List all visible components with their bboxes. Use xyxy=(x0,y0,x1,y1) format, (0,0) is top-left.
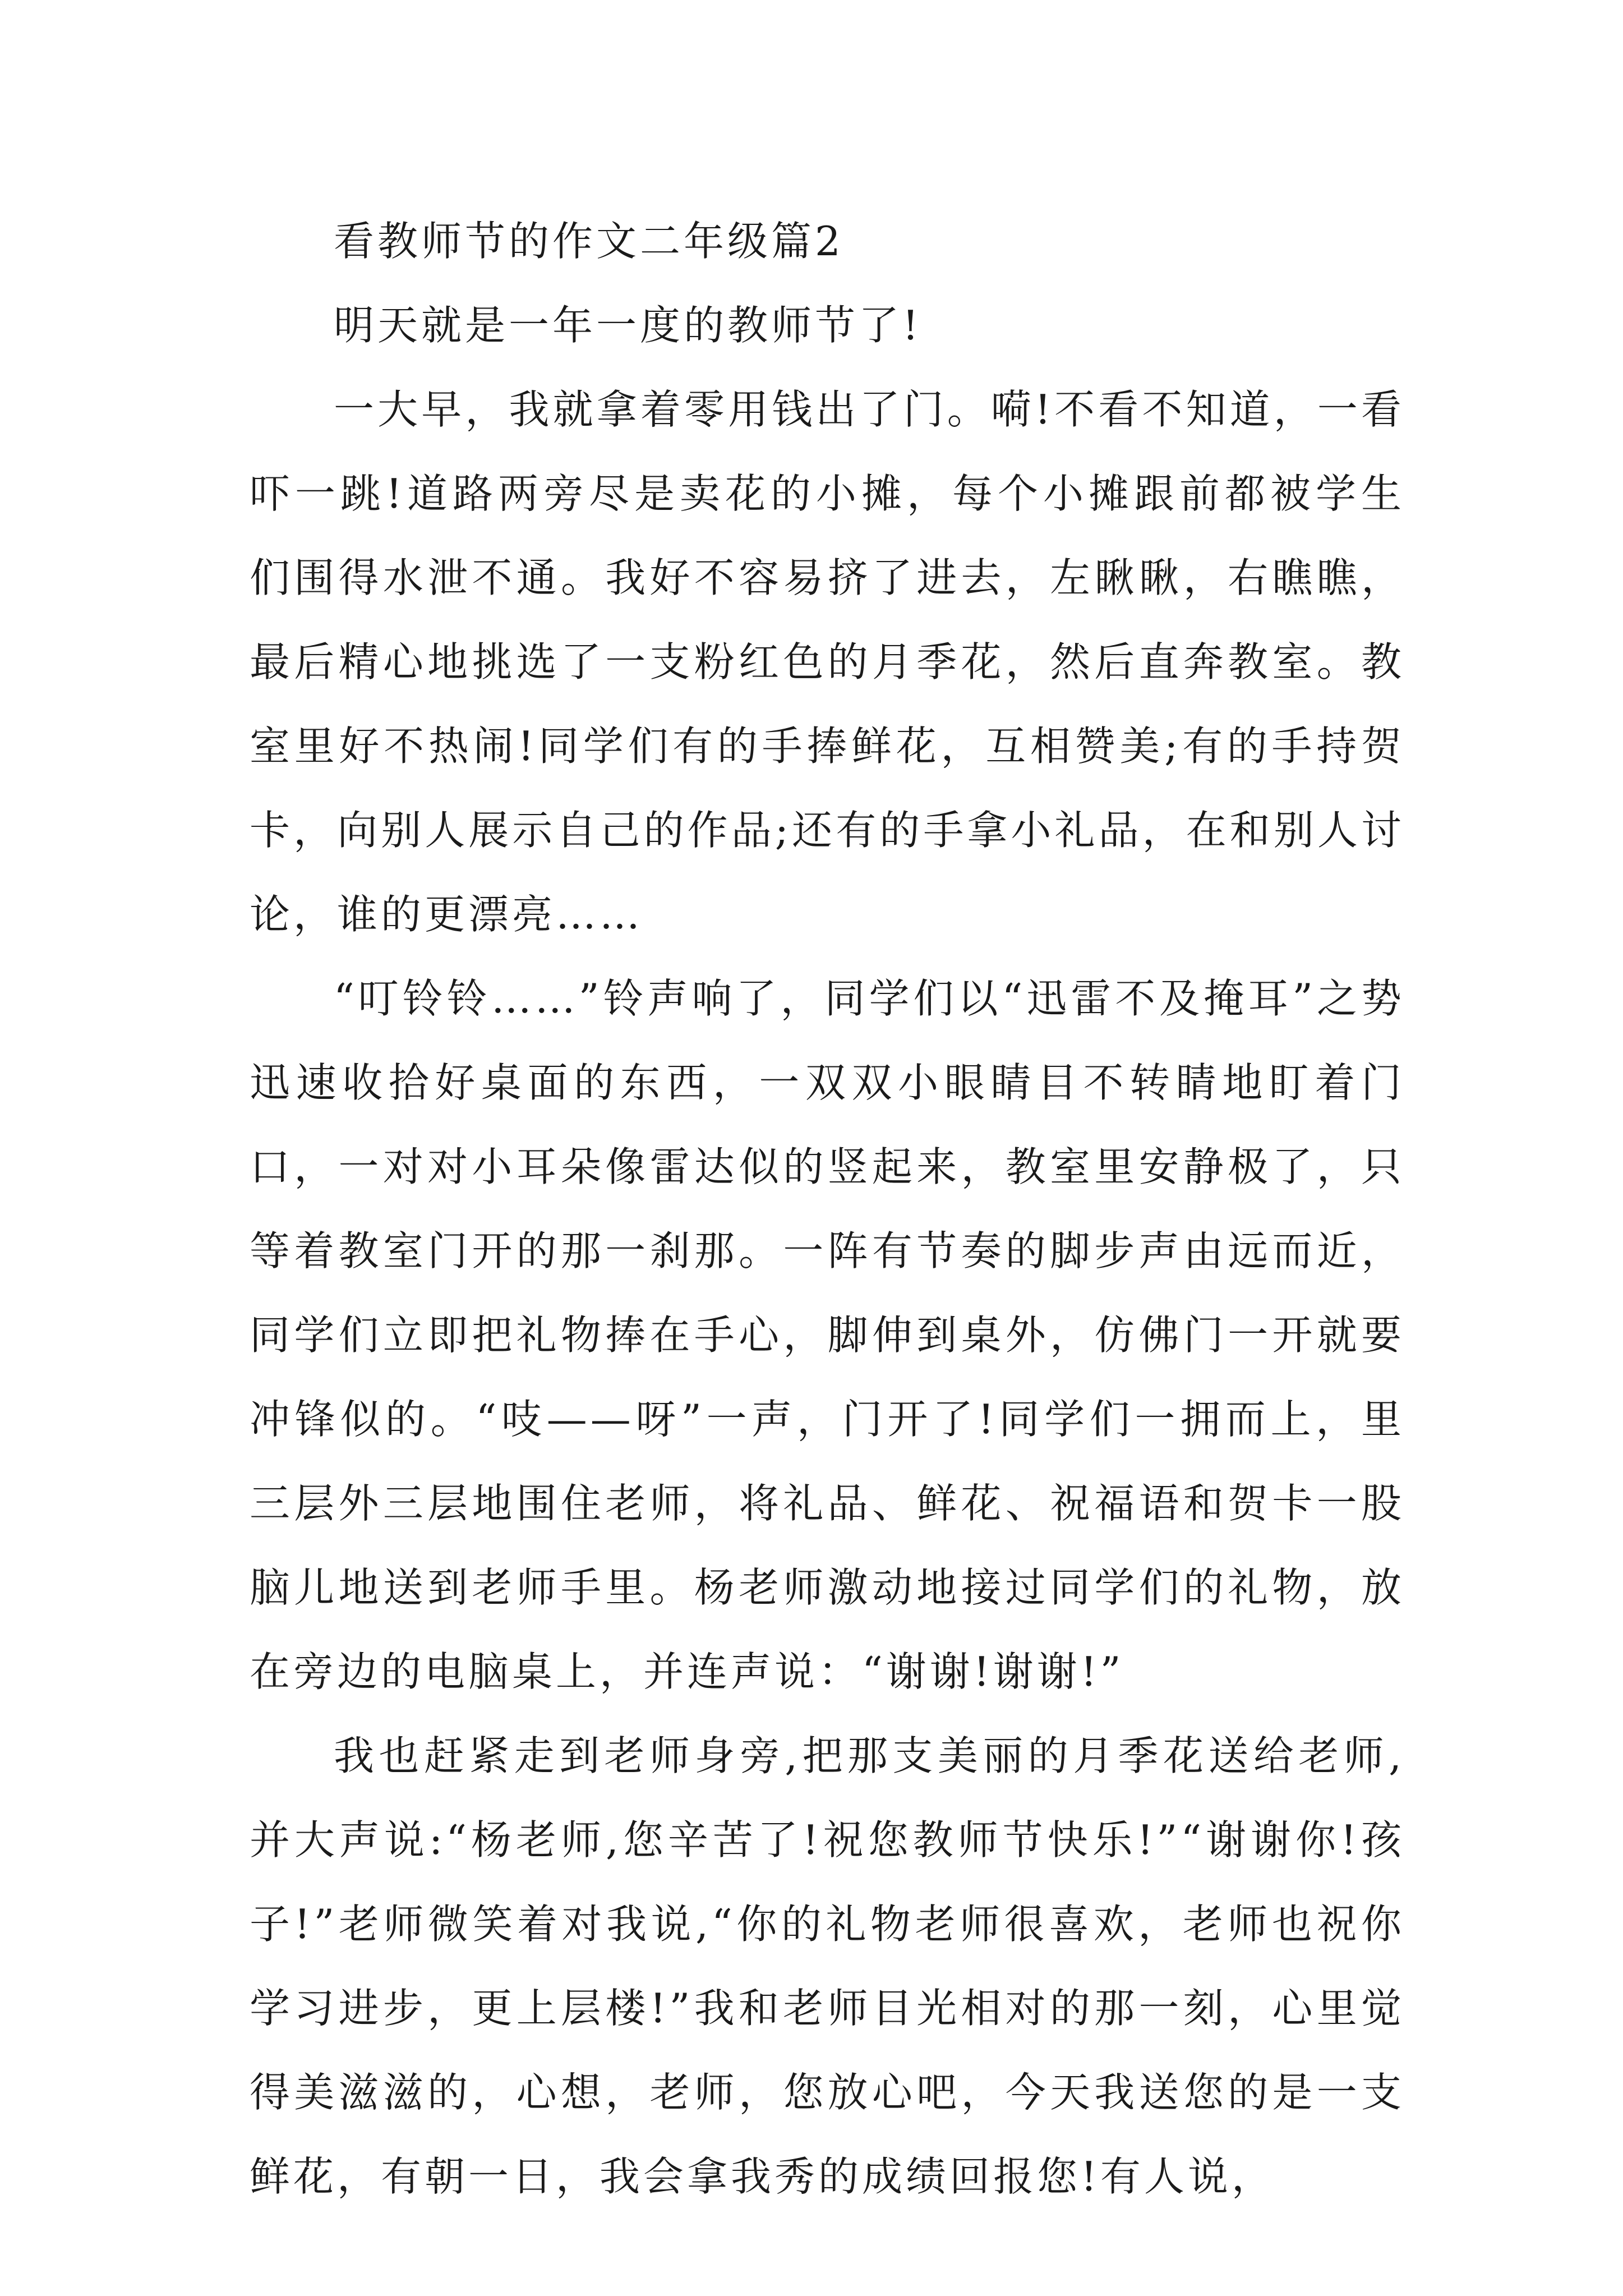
document-body xyxy=(250,199,1405,2219)
paragraph-4: 我也赶紧走到老师身旁,把那支美丽的月季花送给老师,并大声说:“杨老师,您辛苦了!祝您教师节快乐!”“谢谢你!孩子!”老师微笑着对我说,“你的礼物老师很喜欢，老师也祝你学习进步，更上层楼!”我和老师目光相对的那一刻，心里觉得美滋滋的，心想，老师，您放心吧，今天我送您的是一支鲜花，有朝一日，我会拿我秀的成绩回报您!有人说， xyxy=(250,1732,1405,2200)
document-title: 看教师节的作文二年级篇2 xyxy=(334,218,844,265)
paragraph-1: 明天就是一年一度的教师节了! xyxy=(334,302,922,349)
paragraph-3: “叮铃铃……”铃声响了，同学们以“迅雷不及掩耳”之势迅速收拾好桌面的东西，一双双小眼睛目不转睛地盯着门口，一对对小耳朵像雷达似的竖起来，教室里安静极了，只等着教室门开的那一刹那。一阵有节奏的脚步声由远而近，同学们立即把礼物捧在手心，脚伸到桌外，仿佛门一开就要冲锋似的。“吱——呀”一声，门开了!同学们一拥而上，里三层外三层地围住老师，将礼品、鲜花、祝福语和贺卡一股脑儿地送到老师手里。杨老师激动地接过同学们的礼物，放在旁边的电脑桌上，并连声说：“谢谢!谢谢!” xyxy=(250,975,1405,1695)
paragraph-2: 一大早，我就拿着零用钱出了门。嗬!不看不知道，一看吓一跳!道路两旁尽是卖花的小摊，每个小摊跟前都被学生们围得水泄不通。我好不容易挤了进去，左瞅瞅，右瞧瞧，最后精心地挑选了一支粉红色的月季花，然后直奔教室。教室里好不热闹!同学们有的手捧鲜花，互相赞美;有的手持贺卡，向别人展示自己的作品;还有的手拿小礼品，在和别人讨论，谁的更漂亮…… xyxy=(250,386,1405,938)
